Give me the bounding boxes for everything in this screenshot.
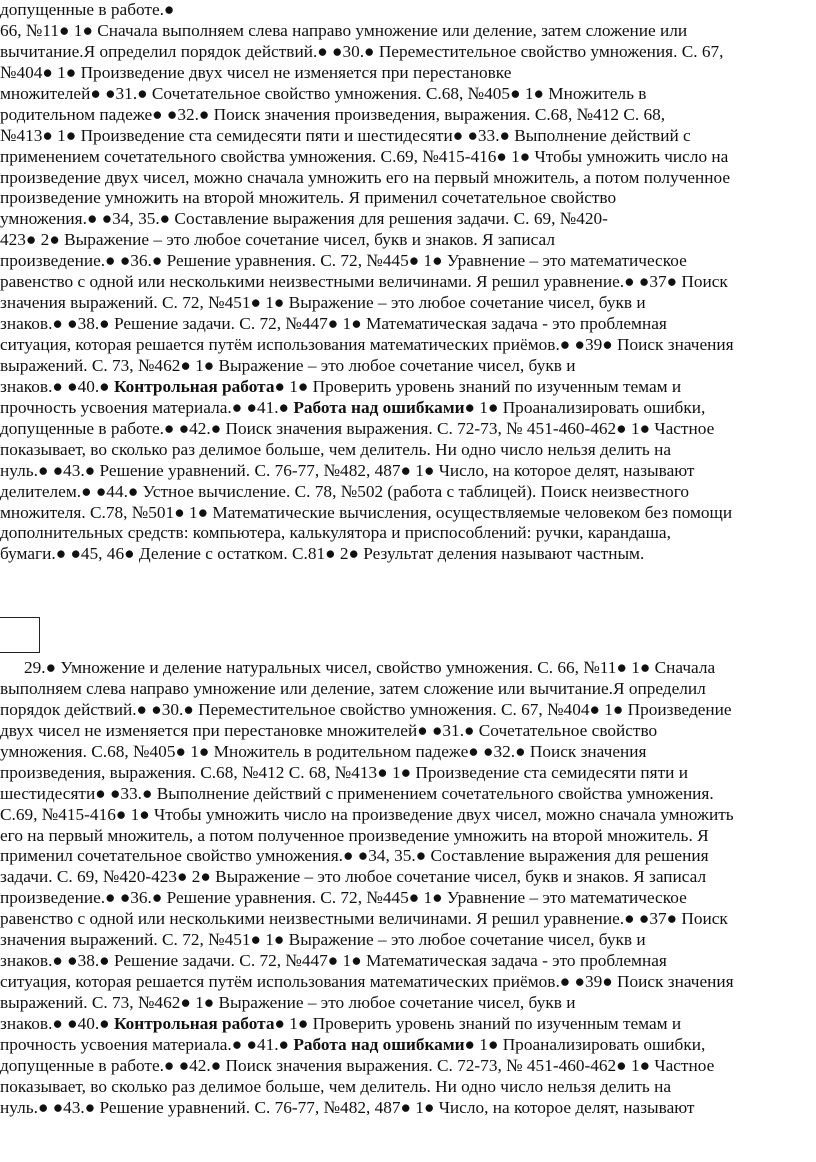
text-line: допущенные в работе.● [0, 0, 175, 19]
text-line: бумаги.● ●45, 46● Деление с остатком. С.81● 2● Результат деления называют частным. [0, 544, 645, 564]
text-line: порядок действий.● ●30.● Переместительное свойство умножения. С. 67, №404● 1● Произведение [0, 699, 732, 719]
text-segment: ● 1● Проверить уровень знаний по изученным темам и [274, 1013, 682, 1033]
text-segment: прочность усвоения материала.● ●41.● [0, 1034, 294, 1054]
bold-term-test: Контрольная работа [113, 1013, 275, 1033]
text-line: его на первый множитель, а потом полученное произведение умножить на второй множитель. Я [0, 825, 709, 845]
text-line: показывает, во сколько раз делимое больше, чем делитель. Ни одно число нельзя делить на [0, 439, 672, 459]
bold-term-error-work: Работа над ошибками [293, 1034, 465, 1054]
text-line: произведение.● ●36.● Решение уравнения. С. 72, №445● 1● Уравнение – это математическое [0, 251, 687, 271]
text-line: множителя. С.78, №501● 1● Математические вычисления, осуществляемые человеком без помощи [0, 502, 733, 522]
text-segment: ● 1● Проанализировать ошибки, [464, 1034, 706, 1054]
text-line: произведение умножить на второй множитель. Я применил сочетательное свойство [0, 188, 617, 208]
text-block-second [0, 658, 812, 1119]
text-line [0, 1035, 812, 1056]
text-line: применил сочетательное свойство умножения.● ●34, 35.● Составление выражения для решения [0, 846, 709, 866]
text-line: выражений. С. 73, №462● 1● Выражение – это любое сочетание чисел, букв и [0, 355, 576, 375]
text-line [0, 1014, 812, 1035]
text-line: применением сочетательного свойства умножения. С.69, №415-416● 1● Чтобы умножить число на [0, 146, 729, 166]
text-line: 66, №11● 1● Сначала выполняем слева направо умножение или деление, затем сложение или [0, 20, 688, 40]
bold-term-test: Контрольная работа [113, 376, 275, 396]
text-line: 29.● Умножение и деление натуральных чисел, свойство умножения. С. 66, №11● 1● Сначала [24, 658, 716, 677]
text-line: двух чисел не изменяется при перестановке множителей● ●31.● Сочетательное свойство [0, 720, 658, 740]
text-line: шестидесяти● ●33.● Выполнение действий с применением сочетательного свойства умножения. [0, 783, 714, 803]
text-line: вычитание.Я определил порядок действий.● ●30.● Переместительное свойство умножения. С. 67, [0, 41, 724, 61]
text-line: нуль.● ●43.● Решение уравнений. С. 76-77, №482, 487● 1● Число, на которое делят, называют [0, 460, 695, 480]
text-line: произведение двух чисел, можно сначала умножить его на первый множитель, а потом полученное [0, 167, 731, 187]
text-segment: ● 1● Проанализировать ошибки, [464, 397, 706, 417]
text-line: выражений. С. 73, №462● 1● Выражение – это любое сочетание чисел, букв и [0, 993, 576, 1012]
text-line: произведения, выражения. С.68, №412 С. 68, №413● 1● Произведение ста семидесяти пяти и [0, 762, 689, 782]
text-line: родительном падеже● ●32.● Поиск значения произведения, выражения. С.68, №412 С. 68, [0, 104, 666, 124]
text-segment: знаков.● ●40.● [0, 376, 114, 396]
text-line [0, 377, 812, 398]
text-line: множителей● ●31.● Сочетательное свойство умножения. С.68, №405● 1● Множитель в [0, 83, 647, 103]
text-line: умножения.● ●34, 35.● Составление выражения для решения задачи. С. 69, №420- [0, 209, 608, 229]
text-line: значения выражений. С. 72, №451● 1● Выражение – это любое сочетание чисел, букв и [0, 293, 646, 313]
text-block-first [0, 0, 812, 565]
text-line: №404● 1● Произведение двух чисел не изменяется при перестановке [0, 62, 512, 82]
text-line: дополнительных средств: компьютера, калькулятора и приспособлений: ручки, карандаша, [0, 523, 671, 543]
text-segment: знаков.● ●40.● [0, 1013, 114, 1033]
text-segment: ● 1● Проверить уровень знаний по изученным темам и [274, 376, 682, 396]
text-line: показывает, во сколько раз делимое больше, чем делитель. Ни одно число нельзя делить на [0, 1076, 672, 1096]
bold-term-error-work: Работа над ошибками [293, 397, 465, 417]
text-line: допущенные в работе.● ●42.● Поиск значения выражения. С. 72-73, № 451-460-462● 1● Частное [0, 418, 715, 438]
text-line: значения выражений. С. 72, №451● 1● Выражение – это любое сочетание чисел, букв и [0, 930, 646, 950]
text-line: равенство с одной или несколькими неизвестными величинами. Я решил уравнение.● ●37● Поиск [0, 272, 728, 292]
text-line: знаков.● ●38.● Решение задачи. С. 72, №447● 1● Математическая задача - это проблемная [0, 314, 667, 334]
text-line: умножения. С.68, №405● 1● Множитель в родительном падеже● ●32.● Поиск значения [0, 741, 647, 761]
text-line: делителем.● ●44.● Устное вычисление. С. 78, №502 (работа с таблицей). Поиск неизвестного [0, 481, 689, 501]
text-line: №413● 1● Произведение ста семидесяти пяти и шестидесяти● ●33.● Выполнение действий с [0, 125, 691, 145]
text-line: ситуация, которая решается путём использования математических приёмов.● ●39● Поиск значения [0, 972, 734, 992]
text-line: ситуация, которая решается путём использования математических приёмов.● ●39● Поиск значения [0, 335, 734, 354]
text-line: допущенные в работе.● ●42.● Поиск значения выражения. С. 72-73, № 451-460-462● 1● Частное [0, 1055, 715, 1075]
text-line: 423● 2● Выражение – это любое сочетание чисел, букв и знаков. Я записал [0, 230, 555, 250]
text-line: С.69, №415-416● 1● Чтобы умножить число на произведение двух чисел, можно сначала умножить [0, 804, 734, 824]
text-line: задачи. С. 69, №420-423● 2● Выражение – это любое сочетание чисел, букв и знаков. Я записал [0, 867, 707, 887]
text-segment: прочность усвоения материала.● ●41.● [0, 397, 294, 417]
text-line: выполняем слева направо умножение или деление, затем сложение или вычитание.Я определил [0, 678, 706, 698]
empty-box [0, 617, 40, 653]
text-line: равенство с одной или несколькими неизвестными величинами. Я решил уравнение.● ●37● Поиск [0, 909, 728, 929]
text-line: знаков.● ●38.● Решение задачи. С. 72, №447● 1● Математическая задача - это проблемная [0, 951, 667, 971]
text-line: произведение.● ●36.● Решение уравнения. С. 72, №445● 1● Уравнение – это математическое [0, 888, 687, 908]
text-line: нуль.● ●43.● Решение уравнений. С. 76-77, №482, 487● 1● Число, на которое делят, называют [0, 1097, 695, 1117]
text-line [0, 398, 812, 419]
